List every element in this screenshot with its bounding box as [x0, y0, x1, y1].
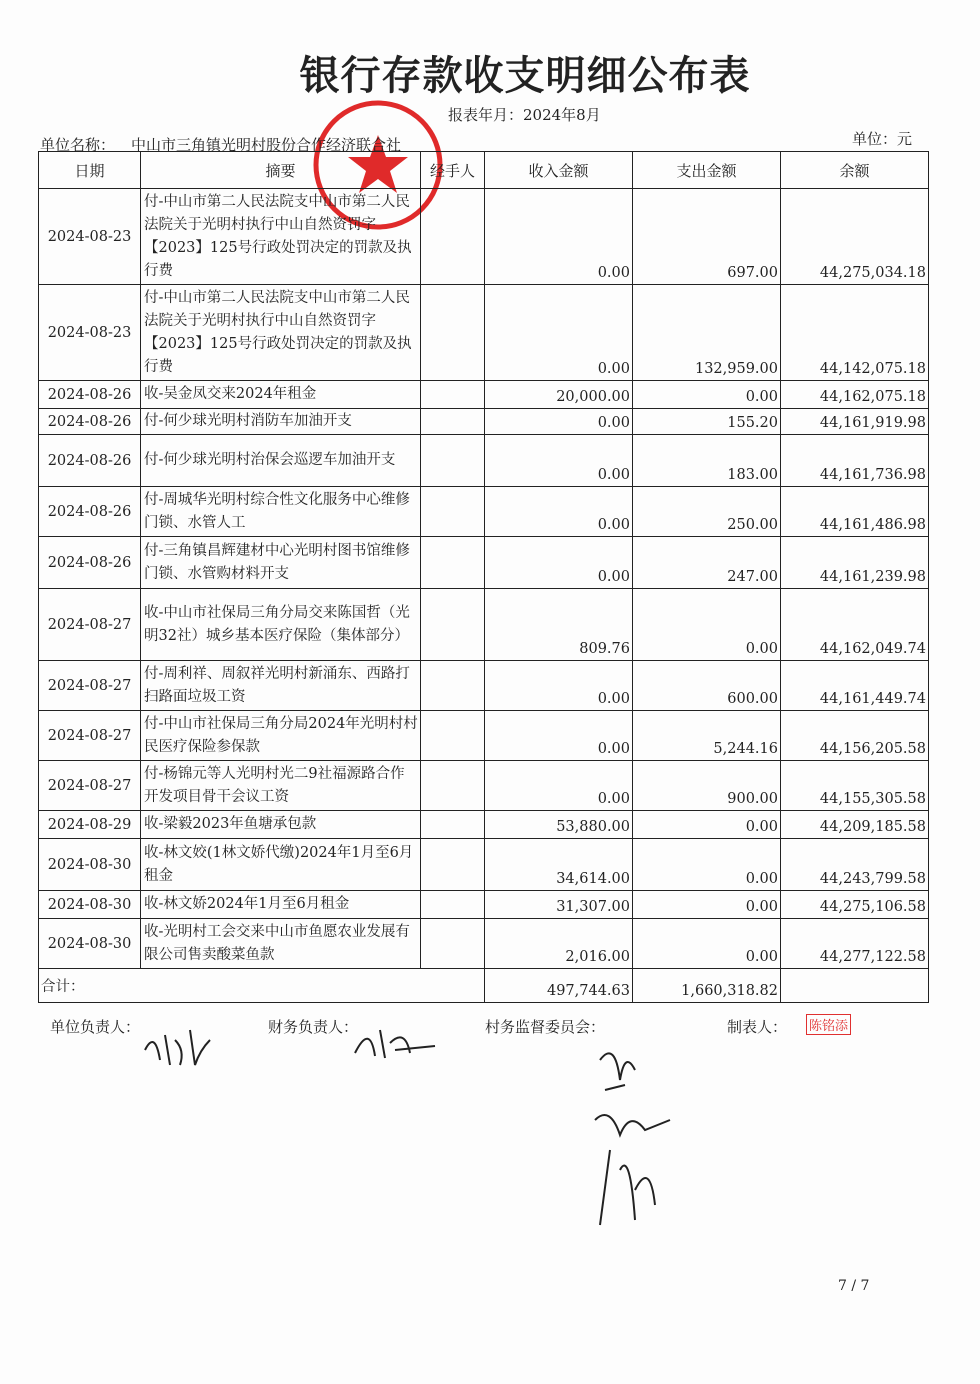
cell-income: 0.00 — [485, 285, 633, 381]
cell-income: 2,016.00 — [485, 919, 633, 969]
cell-handler — [421, 661, 485, 711]
cell-handler — [421, 189, 485, 285]
table-row — [39, 839, 929, 891]
cell-expense: 132,959.00 — [633, 285, 781, 381]
unit-head-label: 单位负责人： — [50, 1018, 141, 1036]
cell-handler — [421, 891, 485, 919]
cell-date: 2024-08-26 — [39, 537, 141, 589]
unit-name: 中山市三角镇光明村股份合作经济联合社 — [131, 136, 402, 154]
cell-summary: 付-杨锦元等人光明村光二9社福源路合作开发项目骨干会议工资 — [141, 761, 421, 811]
supervision-label: 村务监督委员会： — [485, 1018, 606, 1036]
cell-balance: 44,155,305.58 — [781, 761, 929, 811]
table-row — [39, 487, 929, 537]
cell-date: 2024-08-26 — [39, 409, 141, 435]
cell-date: 2024-08-26 — [39, 487, 141, 537]
table-row — [39, 537, 929, 589]
cell-date: 2024-08-29 — [39, 811, 141, 839]
cell-income: 0.00 — [485, 487, 633, 537]
col-income: 收入金额 — [485, 152, 633, 189]
cell-date: 2024-08-27 — [39, 761, 141, 811]
table-row — [39, 589, 929, 661]
cell-summary: 付-何少球光明村消防车加油开支 — [141, 409, 421, 435]
currency-unit: 单位：元 — [852, 130, 913, 148]
cell-summary: 收-中山市社保局三角分局交来陈国哲（光明32社）城乡基本医疗保险（集体部分） — [141, 589, 421, 661]
cell-handler — [421, 811, 485, 839]
supervision-signatures-icon — [590, 1040, 690, 1230]
col-summary: 摘要 — [141, 152, 421, 189]
table-row — [39, 189, 929, 285]
cell-expense: 0.00 — [633, 589, 781, 661]
cell-income: 31,307.00 — [485, 891, 633, 919]
cell-income: 809.76 — [485, 589, 633, 661]
document-title: 银行存款收支明细公布表 — [299, 52, 751, 99]
page-number: 7 / 7 — [838, 1278, 870, 1294]
cell-income: 0.00 — [485, 761, 633, 811]
cell-date: 2024-08-30 — [39, 919, 141, 969]
cell-summary: 收-林文姣(1林文娇代缴)2024年1月至6月租金 — [141, 839, 421, 891]
cell-summary: 收-林文娇2024年1月至6月租金 — [141, 891, 421, 919]
cell-balance: 44,277,122.58 — [781, 919, 929, 969]
total-label: 合计： — [39, 969, 485, 1003]
table-row — [39, 811, 929, 839]
cell-summary: 付-中山市第二人民法院支中山市第二人民法院关于光明村执行中山自然资罚字【2023】125号行政处罚决定的罚款及执行费 — [141, 285, 421, 381]
cell-expense: 0.00 — [633, 919, 781, 969]
cell-expense: 0.00 — [633, 381, 781, 409]
cell-expense: 900.00 — [633, 761, 781, 811]
cell-summary: 收-梁毅2023年鱼塘承包款 — [141, 811, 421, 839]
cell-date: 2024-08-23 — [39, 189, 141, 285]
cell-expense: 0.00 — [633, 891, 781, 919]
table-header-row — [39, 152, 929, 189]
ledger-table — [38, 151, 929, 1003]
cell-income: 53,880.00 — [485, 811, 633, 839]
cell-summary: 付-周利祥、周叙祥光明村新涌东、西路打扫路面垃圾工资 — [141, 661, 421, 711]
cell-summary: 付-中山市社保局三角分局2024年光明村村民医疗保险参保款 — [141, 711, 421, 761]
cell-income: 0.00 — [485, 537, 633, 589]
table-row — [39, 711, 929, 761]
cell-balance: 44,161,736.98 — [781, 435, 929, 487]
table-row — [39, 285, 929, 381]
preparer-seal: 陈铭添 — [806, 1014, 851, 1035]
cell-date: 2024-08-26 — [39, 435, 141, 487]
cell-balance: 44,243,799.58 — [781, 839, 929, 891]
preparer-label: 制表人： — [727, 1018, 788, 1036]
table-row — [39, 409, 929, 435]
cell-date: 2024-08-27 — [39, 711, 141, 761]
table-row — [39, 761, 929, 811]
finance-head-signature-icon — [350, 1018, 440, 1063]
total-expense: 1,660,318.82 — [633, 969, 781, 1003]
cell-balance: 44,161,919.98 — [781, 409, 929, 435]
cell-handler — [421, 487, 485, 537]
cell-balance: 44,161,486.98 — [781, 487, 929, 537]
cell-expense: 155.20 — [633, 409, 781, 435]
cell-balance: 44,142,075.18 — [781, 285, 929, 381]
cell-handler — [421, 711, 485, 761]
table-row — [39, 891, 929, 919]
cell-handler — [421, 381, 485, 409]
cell-summary: 付-周城华光明村综合性文化服务中心维修门锁、水管人工 — [141, 487, 421, 537]
cell-income: 0.00 — [485, 661, 633, 711]
cell-summary: 付-中山市第二人民法院支中山市第二人民法院关于光明村执行中山自然资罚字【2023】125号行政处罚决定的罚款及执行费 — [141, 189, 421, 285]
cell-balance: 44,156,205.58 — [781, 711, 929, 761]
cell-expense: 5,244.16 — [633, 711, 781, 761]
finance-head-label: 财务负责人： — [268, 1018, 359, 1036]
cell-expense: 247.00 — [633, 537, 781, 589]
cell-expense: 600.00 — [633, 661, 781, 711]
cell-handler — [421, 589, 485, 661]
cell-date: 2024-08-26 — [39, 381, 141, 409]
cell-income: 0.00 — [485, 435, 633, 487]
cell-income: 0.00 — [485, 711, 633, 761]
cell-expense: 0.00 — [633, 839, 781, 891]
cell-balance: 44,275,106.58 — [781, 891, 929, 919]
cell-income: 0.00 — [485, 189, 633, 285]
cell-income: 34,614.00 — [485, 839, 633, 891]
cell-handler — [421, 761, 485, 811]
cell-balance: 44,209,185.58 — [781, 811, 929, 839]
col-balance: 余额 — [781, 152, 929, 189]
cell-expense: 697.00 — [633, 189, 781, 285]
total-row — [39, 969, 929, 1003]
cell-expense: 250.00 — [633, 487, 781, 537]
cell-balance: 44,162,049.74 — [781, 589, 929, 661]
table-row — [39, 435, 929, 487]
cell-income: 20,000.00 — [485, 381, 633, 409]
cell-handler — [421, 919, 485, 969]
cell-handler — [421, 409, 485, 435]
cell-date: 2024-08-27 — [39, 589, 141, 661]
cell-date: 2024-08-30 — [39, 891, 141, 919]
unit-name-label: 单位名称： — [40, 136, 116, 154]
table-row — [39, 381, 929, 409]
cell-date: 2024-08-23 — [39, 285, 141, 381]
cell-expense: 183.00 — [633, 435, 781, 487]
total-balance-empty — [781, 969, 929, 1003]
cell-balance: 44,275,034.18 — [781, 189, 929, 285]
cell-handler — [421, 435, 485, 487]
cell-handler — [421, 537, 485, 589]
cell-balance: 44,162,075.18 — [781, 381, 929, 409]
cell-balance: 44,161,239.98 — [781, 537, 929, 589]
table-row — [39, 919, 929, 969]
cell-summary: 收-吴金凤交来2024年租金 — [141, 381, 421, 409]
unit-head-signature-icon — [140, 1020, 220, 1070]
total-income: 497,744.63 — [485, 969, 633, 1003]
col-date: 日期 — [39, 152, 141, 189]
cell-summary: 付-三角镇昌辉建材中心光明村图书馆维修门锁、水管购材料开支 — [141, 537, 421, 589]
report-period: 报表年月：2024年8月 — [448, 106, 601, 124]
table-row — [39, 661, 929, 711]
cell-handler — [421, 839, 485, 891]
cell-date: 2024-08-27 — [39, 661, 141, 711]
col-expense: 支出金额 — [633, 152, 781, 189]
cell-date: 2024-08-30 — [39, 839, 141, 891]
cell-handler — [421, 285, 485, 381]
cell-summary: 收-光明村工会交来中山市鱼愿农业发展有限公司售卖酸菜鱼款 — [141, 919, 421, 969]
cell-expense: 0.00 — [633, 811, 781, 839]
col-handler: 经手人 — [421, 152, 485, 189]
cell-balance: 44,161,449.74 — [781, 661, 929, 711]
cell-summary: 付-何少球光明村治保会巡逻车加油开支 — [141, 435, 421, 487]
cell-income: 0.00 — [485, 409, 633, 435]
